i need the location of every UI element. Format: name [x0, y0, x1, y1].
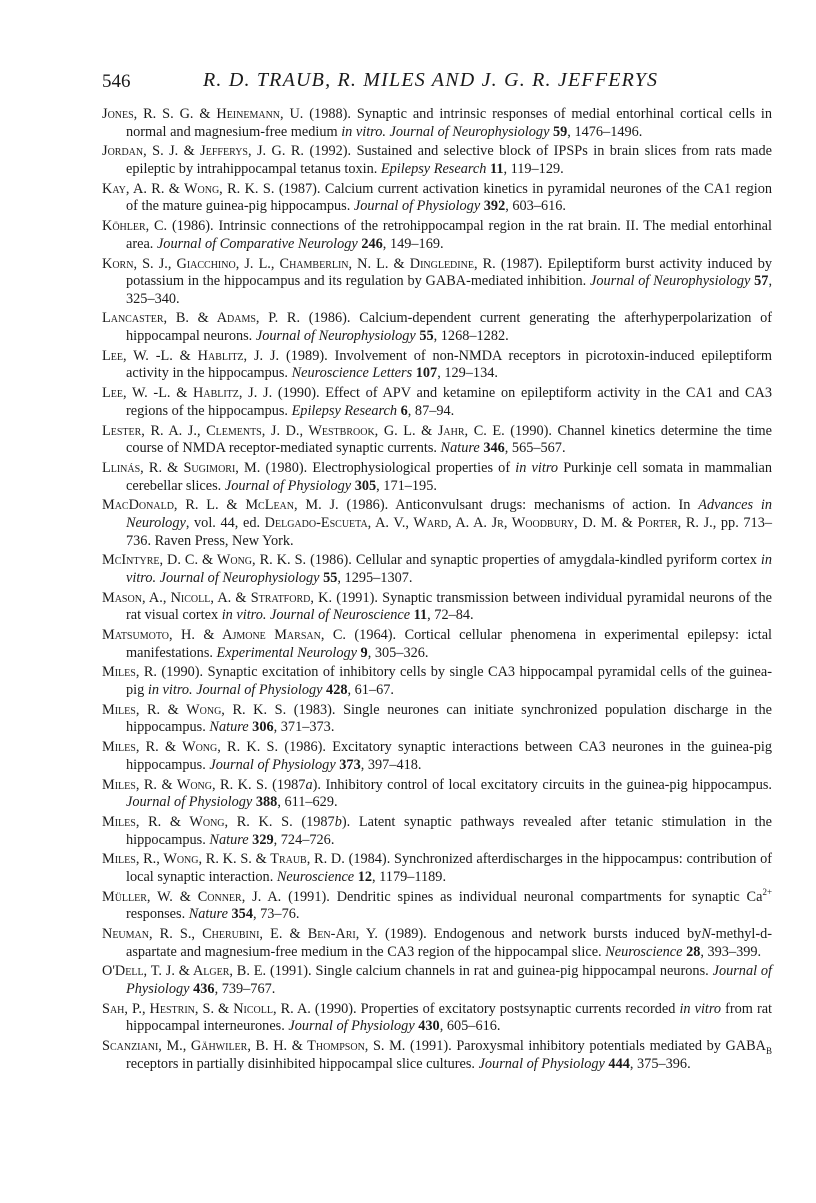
reference-pages: , 371–373. [273, 719, 335, 736]
reference-title: Effect of APV and ketamine on epileptiform activity in the CA1 and CA3 regions of the hippocampus. [126, 385, 772, 419]
reference-authors: Miles, R. & Wong, R. K. S. [102, 776, 268, 793]
reference-journal: Journal of Neuroscience [270, 607, 411, 624]
reference-authors: Miles, R. [102, 664, 157, 681]
reference-list [102, 106, 772, 1076]
reference-title-italic: N [701, 926, 711, 943]
reference-entry [102, 1001, 772, 1036]
reference-title-italic: in vitro. [221, 607, 267, 624]
reference-authors: Lee, W. -L. & Hablitz, J. J. [102, 385, 273, 402]
reference-title-italic: in vitro. [126, 552, 773, 586]
reference-book-details: , vol. 44, ed. [185, 514, 261, 531]
reference-year: (1984). [348, 851, 391, 868]
page-number: 546 [102, 71, 131, 92]
reference-title: Sustained and selective block of IPSPs in brain slices from rats made epileptic by intrahippocampal tetanus toxin. [126, 143, 773, 177]
reference-entry [102, 777, 772, 812]
reference-title: Cellular and synaptic properties of amygdala-kindled pyriform cortex [355, 552, 757, 569]
reference-authors: Llinás, R. & Sugimori, M. [102, 459, 261, 476]
reference-authors: Lester, R. A. J., Clements, J. D., Westbrook, G. L. & Jahr, C. E. [102, 422, 505, 439]
reference-title-continued: from rat hippocampal interneurones. [126, 1000, 773, 1035]
reference-year: (1988). [309, 106, 351, 122]
reference-authors: Köhler, C. [102, 218, 168, 235]
reference-authors: Korn, S. J., Giacchino, J. L., Chamberlin, N. L. & Dingledine, R. [102, 255, 496, 272]
reference-title-italic: in vitro. [341, 123, 386, 140]
reference-entry [102, 926, 772, 961]
reference-title: Intrinsic connections of the retrohippocampal region in the rat brain. II. The medial entorhinal area. [126, 218, 772, 252]
reference-authors: Scanziani, M., Gähwiler, B. H. & Thompson, S. M. [102, 1038, 406, 1055]
reference-entry [102, 739, 772, 774]
reference-title: Properties of excitatory postsynaptic currents recorded [360, 1000, 676, 1017]
reference-pages: , 739–767. [214, 981, 276, 998]
reference-pages: , 605–616. [439, 1018, 501, 1035]
reference-pages: , 1268–1282. [433, 328, 509, 345]
reference-entry [102, 497, 772, 550]
page-header [102, 71, 772, 97]
reference-volume: 305 [354, 477, 377, 494]
reference-authors: Miles, R. & Wong, R. K. S. [102, 701, 287, 718]
reference-year: (1987 [272, 776, 306, 793]
reference-authors: O'Dell, T. J. & Alger, B. E. [102, 963, 267, 980]
reference-journal: Epilepsy Research [380, 160, 487, 177]
reference-year: (1986). [310, 552, 352, 569]
reference-pages: , 611–629. [277, 794, 338, 811]
reference-volume: 392 [483, 198, 506, 215]
reference-journal: Journal of Neurophysiology [159, 569, 320, 586]
reference-entry [102, 181, 772, 216]
reference-pages: , 724–726. [273, 831, 335, 848]
reference-volume: 246 [361, 235, 383, 252]
reference-authors: Kay, A. R. & Wong, R. K. S. [102, 180, 275, 197]
reference-pages: , 397–418. [360, 756, 422, 773]
reference-journal: Journal of Comparative Neurology [156, 235, 358, 252]
reference-title: Epileptiform burst activity induced by potassium in the hippocampus and its regulation by GABA-mediated inhibition. [126, 255, 773, 290]
reference-year: (1991). [269, 963, 312, 980]
reference-journal: Neuroscience [605, 943, 683, 960]
reference-pages: , 171–195. [376, 477, 437, 494]
reference-year: (1989). [385, 926, 427, 943]
reference-volume: 428 [326, 682, 348, 699]
reference-title: Cortical cellular phenomena in experimental epilepsy: ictal manifestations. [126, 627, 773, 661]
reference-journal: Journal of Physiology [224, 477, 352, 494]
reference-title: Synaptic and intrinsic responses of medial entorhinal cortical cells in normal and magnesium-free medium [126, 106, 773, 140]
reference-year: (1987). [500, 255, 543, 272]
reference-volume: 306 [252, 719, 274, 736]
reference-year: (1992). [309, 143, 352, 160]
reference-journal: Nature [209, 831, 249, 848]
reference-title: Single calcium channels in rat and guinea-pig hippocampal neurons. [315, 963, 709, 980]
reference-editors: Delgado-Escueta, A. V., Ward, A. A. Jr, Woodbury, D. M. & Porter, R. J. [264, 514, 713, 531]
reference-volume: 354 [231, 906, 253, 923]
reference-entry [102, 348, 772, 383]
reference-volume: 444 [608, 1055, 630, 1072]
reference-title: Excitatory synaptic interactions between CA3 neurones in the guinea-pig hippocampus. [126, 739, 773, 773]
reference-entry [102, 385, 772, 420]
reference-year: (1991). [336, 589, 378, 606]
reference-title-italic: in vitro [679, 1000, 722, 1017]
reference-title-continued: responses. [126, 906, 186, 923]
reference-title: Synaptic excitation of inhibitory cells by single CA3 hippocampal pyramidal cells of the guinea-pig [126, 664, 772, 699]
reference-volume: 373 [339, 756, 361, 773]
reference-pages: , 72–84. [427, 607, 474, 624]
reference-year: (1986). [284, 739, 327, 756]
reference-volume: 57 [754, 273, 769, 290]
reference-year-suffix: b [334, 813, 342, 830]
reference-year: (1987 [301, 813, 335, 830]
reference-title-continued: Purkinje cell somata in mammalian cerebellar slices. [126, 459, 773, 494]
reference-journal: Neuroscience Letters [291, 365, 413, 382]
reference-pages: , 375–396. [629, 1055, 691, 1072]
reference-journal: Journal of Physiology [196, 682, 323, 699]
reference-journal: Journal of Neurophysiology [389, 123, 550, 140]
reference-pages: , 565–567. [504, 440, 566, 457]
reference-title: Involvement of non-NMDA receptors in picrotoxin-induced epileptiform activity in the hippocampus. [126, 347, 773, 382]
reference-year: (1987). [278, 180, 321, 197]
reference-journal: Journal of Physiology [126, 794, 253, 811]
reference-entry [102, 423, 772, 458]
reference-authors: Sah, P., Hestrin, S. & Nicoll, R. A. [102, 1000, 311, 1017]
reference-entry [102, 143, 772, 178]
reference-volume: 346 [483, 440, 505, 457]
reference-journal: Neuroscience [276, 868, 355, 885]
reference-entry [102, 664, 772, 699]
reference-title: Synchronized afterdischarges in the hippocampus: contribution of local synaptic interaction. [126, 851, 773, 885]
reference-authors: Neuman, R. S., Cherubini, E. & Ben-Ari, Y. [102, 926, 378, 943]
reference-entry [102, 106, 772, 141]
reference-pages: , 603–616. [505, 198, 566, 215]
reference-journal: Nature [440, 440, 480, 457]
reference-volume: 107 [415, 365, 438, 382]
reference-volume: 388 [255, 794, 278, 811]
reference-title-superscript: 2+ [762, 886, 773, 897]
reference-year: (1991). [288, 888, 330, 905]
reference-pages: , 129–134. [437, 365, 498, 382]
reference-title-subscript: B [766, 1046, 773, 1057]
reference-year-close: ). [312, 776, 321, 793]
reference-entry [102, 702, 772, 737]
reference-year: (1990). [314, 1000, 357, 1017]
reference-pages: , pp. 713–736. Raven Press, New York. [126, 514, 772, 549]
reference-year: (1989). [286, 347, 328, 364]
reference-entry [102, 963, 772, 998]
reference-pages: , 325–340. [126, 273, 773, 307]
reference-year-suffix: a [305, 776, 313, 793]
reference-year: (1986). [346, 497, 389, 514]
reference-entry [102, 310, 772, 345]
reference-authors: Miles, R., Wong, R. K. S. & Traub, R. D. [102, 851, 345, 868]
reference-year: (1983). [293, 701, 336, 718]
reference-pages: , 305–326. [367, 644, 429, 661]
reference-book: Advances in Neurology [126, 497, 772, 531]
reference-pages: , 1179–1189. [372, 868, 447, 885]
reference-volume: 9 [360, 644, 368, 661]
reference-entry [102, 460, 772, 495]
reference-volume: 55 [323, 569, 338, 586]
reference-year: (1980). [265, 459, 308, 476]
reference-year: (1990). [510, 422, 552, 439]
reference-title: Single neurones can initiate synchronized population discharge in the hippocampus. [126, 701, 772, 736]
reference-pages: , 149–169. [382, 235, 444, 252]
reference-entry [102, 590, 772, 625]
reference-journal: Experimental Neurology [216, 644, 357, 661]
reference-authors: Lee, W. -L. & Hablitz, J. J. [102, 347, 280, 364]
reference-journal: Nature [209, 719, 249, 736]
reference-title-continued: -methyl-d-aspartate and magnesium-free medium in the CA3 region of the hippocampal slice. [126, 926, 773, 960]
reference-entry [102, 814, 772, 849]
reference-authors: Jones, R. S. G. & Heinemann, U. [102, 106, 304, 122]
reference-year: (1986). [308, 310, 351, 327]
reference-journal: Epilepsy Research [291, 402, 398, 419]
reference-pages: , 393–399. [700, 943, 762, 960]
reference-journal: Journal of Neurophysiology [255, 328, 416, 345]
reference-year: (1990). [161, 664, 204, 681]
reference-entry [102, 886, 773, 924]
reference-title: Dendritic spines as individual neuronal compartments for synaptic Ca [336, 888, 763, 905]
reference-year: (1964). [354, 627, 397, 644]
reference-pages: , 87–94. [407, 402, 455, 419]
reference-year: (1990). [277, 385, 320, 402]
reference-volume: 28 [686, 943, 701, 960]
reference-title: Endogenous and network bursts induced by [433, 926, 702, 943]
reference-entry [102, 552, 772, 587]
reference-authors: Jordan, S. J. & Jefferys, J. G. R. [102, 143, 304, 160]
reference-year: (1986). [171, 218, 214, 235]
reference-year: (1991). [410, 1038, 452, 1055]
reference-volume: 11 [413, 607, 428, 624]
reference-title: Synaptic transmission between individual pyramidal neurons of the rat visual cortex [126, 589, 773, 624]
reference-entry [102, 851, 772, 886]
reference-journal: Journal of Physiology [126, 963, 773, 998]
reference-entry [102, 218, 772, 253]
reference-title: Inhibitory control of local excitatory circuits in the guinea-pig hippocampus. [325, 776, 772, 793]
reference-pages: , 1476–1496. [567, 123, 643, 140]
reference-volume: 430 [418, 1018, 440, 1035]
reference-pages: , 1295–1307. [337, 569, 413, 586]
reference-volume: 436 [193, 981, 215, 998]
reference-volume: 12 [357, 868, 373, 885]
reference-volume: 329 [252, 831, 274, 848]
reference-journal: Nature [188, 906, 228, 923]
reference-entry [102, 1038, 772, 1073]
reference-authors: Miles, R. & Wong, R. K. S. [102, 813, 293, 830]
reference-title: Anticonvulsant drugs: mechanisms of action. In [395, 497, 691, 514]
reference-journal: Journal of Physiology [288, 1018, 415, 1035]
reference-authors: Lancaster, B. & Adams, P. R. [102, 310, 301, 327]
reference-year-close: ). [341, 813, 351, 830]
reference-volume: 55 [419, 328, 434, 345]
reference-authors: Matsumoto, H. & Ajmone Marsan, C. [102, 627, 346, 644]
reference-volume: 11 [489, 160, 504, 177]
reference-volume: 59 [553, 123, 568, 140]
reference-entry [102, 627, 772, 662]
reference-journal: Journal of Physiology [353, 198, 481, 215]
reference-journal: Journal of Physiology [478, 1055, 605, 1072]
reference-authors: Miles, R. & Wong, R. K. S. [102, 739, 279, 756]
reference-pages: , 61–67. [347, 682, 394, 699]
reference-journal: Journal of Physiology [209, 756, 336, 773]
reference-authors: McIntyre, D. C. & Wong, R. K. S. [102, 552, 307, 569]
reference-authors: Müller, W. & Conner, J. A. [102, 888, 282, 905]
reference-title-italic: in vitro [515, 459, 559, 476]
reference-title: Latent synaptic pathways revealed after tetanic stimulation in the hippocampus. [126, 813, 772, 848]
reference-volume: 6 [400, 402, 408, 419]
reference-entry [102, 256, 772, 309]
reference-authors: MacDonald, R. L. & McLean, M. J. [102, 497, 339, 514]
reference-title-italic: in vitro. [147, 682, 193, 699]
reference-journal: Journal of Neurophysiology [590, 273, 751, 290]
reference-authors: Mason, A., Nicoll, A. & Stratford, K. [102, 589, 333, 606]
reference-title: Paroxysmal inhibitory potentials mediated by GABA [456, 1038, 766, 1055]
reference-title: Channel kinetics determine the time course of NMDA receptor-mediated synaptic currents. [126, 422, 772, 457]
reference-title-continued: receptors in partially disinhibited hippocampal slice cultures. [126, 1055, 475, 1072]
reference-pages: , 119–129. [503, 160, 564, 177]
reference-title: Electrophysiological properties of [312, 459, 511, 476]
running-title: R. D. TRAUB, R. MILES AND J. G. R. JEFFERYS [203, 69, 659, 91]
reference-title: Calcium-dependent current generating the afterhyperpolarization of hippocampal neurons. [126, 310, 773, 345]
reference-title: Calcium current activation kinetics in pyramidal neurones of the CA1 region of the mature guinea-pig hippocampus. [126, 180, 773, 215]
reference-pages: , 73–76. [252, 906, 300, 923]
